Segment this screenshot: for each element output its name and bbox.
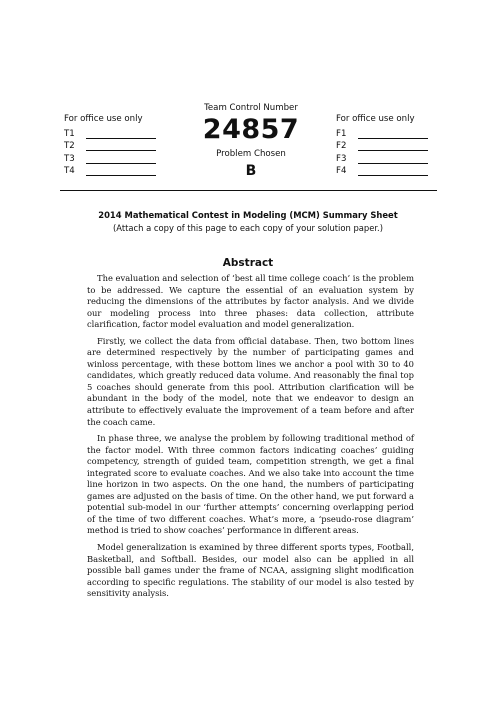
abstract-paragraph: In phase three, we analyse the problem by following traditional method of the factor model. With three common factors indicating coaches’ guiding competency, strength of guided team, competition strength, we get a final integrated score to evaluate coaches. And we also take into account the time line horizon in two aspects. On the one hand, the numbers of participating games are adjusted on the basis of time. On the other hand, we put forward a potential sub-model in our ‘further attempts’ concerning overlapping period of the time of two different coaches. What’s more, a ‘pseudo-rose diagram’ method is tried to show coaches’ performance in different areas.: [87, 433, 414, 536]
office-use-right: [336, 114, 428, 176]
office-row-t4: [64, 164, 156, 177]
office-row-label: T3: [64, 153, 75, 164]
office-entry-line: [86, 141, 156, 151]
office-use-heading: For office use only: [64, 114, 143, 124]
team-control-block: [186, 103, 316, 179]
office-entry-line: [86, 166, 156, 176]
office-row-label: T1: [64, 128, 75, 139]
office-entry-line: [358, 129, 428, 139]
office-row-t2: [64, 139, 156, 152]
abstract-heading: Abstract: [222, 257, 274, 269]
office-row-label: F2: [336, 141, 347, 151]
abstract-paragraph: Firstly, we collect the data from official database. Then, two bottom lines are determined respectively by the number of participating games and winloss percentage, with these bottom lines we anchor a pool with 30 to 40 candidates, which greatly reduced data volume. And reasonably the final top 5 coaches should generate from this pool. Attribution clarification will be abundant in the body of the model, note that we endeavor to design an attribute to effectively evaluate the improvement of a team before and after the coach came.: [87, 335, 414, 427]
office-entry-line: [358, 154, 428, 164]
office-entry-line: [86, 154, 156, 164]
office-use-heading: For office use only: [336, 114, 415, 124]
office-row-label: F4: [336, 166, 347, 176]
header-divider: [60, 190, 437, 191]
abstract-paragraph: Model generalization is examined by three different sports types, Football, Basketball, and Softball. Besides, our model also can be applied in all possible ball games under the frame of NCAA, assigning slight modification according to specific regulations. The stability of our model is also tested by sensitivity analysis.: [87, 542, 414, 599]
office-entry-line: [86, 129, 156, 139]
office-entry-line: [358, 166, 428, 176]
summary-sheet-subtitle: (Attach a copy of this page to each copy of your solution paper.): [112, 223, 383, 233]
problem-chosen-value: B: [245, 163, 257, 179]
team-control-number: 24857: [202, 114, 300, 145]
problem-chosen-label: Problem Chosen: [216, 149, 286, 159]
office-row-label: T4: [64, 166, 75, 176]
office-row-label: T2: [64, 141, 75, 151]
team-control-label: Team Control Number: [204, 103, 298, 113]
office-row-t3: [64, 151, 156, 164]
office-row-f1: [336, 126, 428, 139]
office-entry-line: [358, 141, 428, 151]
office-row-f4: [336, 164, 428, 177]
abstract-paragraph: The evaluation and selection of ‘best all time college coach’ is the problem to be addressed. We capture the essential of an evaluation system by reducing the dimensions of the attributes by factor analysis. And we divide our modeling process into three phases: data collection, attribute clarification, factor model evaluation and model generalization.: [87, 273, 414, 330]
office-use-left: [64, 114, 156, 176]
office-row-label: F1: [336, 128, 347, 139]
office-row-f3: [336, 151, 428, 164]
abstract-body: [87, 273, 414, 605]
summary-sheet-title: 2014 Mathematical Contest in Modeling (MCM) Summary Sheet: [98, 210, 398, 220]
office-row-f2: [336, 139, 428, 152]
office-row-label: F3: [336, 153, 347, 164]
office-row-t1: [64, 126, 156, 139]
